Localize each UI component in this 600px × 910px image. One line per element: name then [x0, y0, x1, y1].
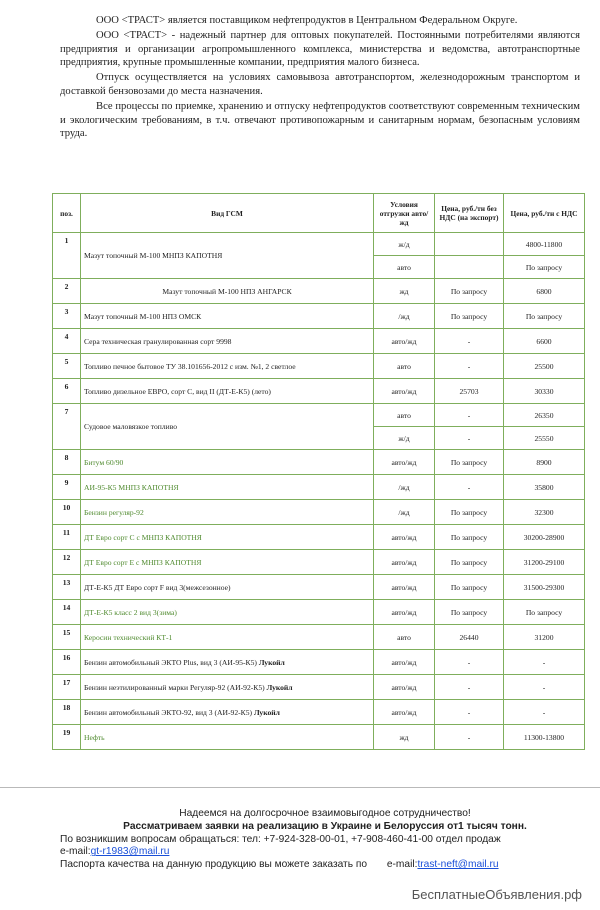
row-cond: жд	[374, 279, 435, 304]
intro-paragraph-1: ООО <ТРАСТ> является поставщиком нефтепродуктов в Центральном Федеральном Округе.	[96, 15, 518, 26]
row-price-vat: По запросу	[504, 304, 585, 329]
footer-quality-line	[60, 859, 590, 872]
row-price: По запросу	[435, 304, 504, 329]
table-row	[53, 500, 585, 525]
table-row	[53, 650, 585, 675]
row-name	[81, 700, 374, 725]
footer	[60, 808, 590, 872]
row-num: 6	[53, 379, 81, 404]
row-name: Судовое маловязкое топливо	[81, 404, 374, 450]
row-price-vat: 35800	[504, 475, 585, 500]
row-name-main: Бензин автомобильный ЭКТО Plus, вид 3 (АИ-95-К5)	[84, 657, 257, 667]
row-price: 25703	[435, 379, 504, 404]
intro-text	[60, 14, 580, 142]
row-num: 16	[53, 650, 81, 675]
table-row	[53, 725, 585, 750]
row-name	[81, 675, 374, 700]
row-name: Бензин регуляр-92	[81, 500, 374, 525]
row-price: По запросу	[435, 600, 504, 625]
row-num: 7	[53, 404, 81, 450]
footer-email-line	[60, 846, 590, 859]
header-price-no-vat: Цена, руб./тн без НДС (на экспорт)	[435, 194, 504, 233]
table-header-row	[53, 194, 585, 233]
row-name: Сера техническая гранулированная сорт 9998	[81, 329, 374, 354]
row-cond: /жд	[374, 475, 435, 500]
table-row	[53, 525, 585, 550]
row-cond: авто/жд	[374, 550, 435, 575]
row-price	[435, 233, 504, 256]
table-row	[53, 279, 585, 304]
email-label: e-mail:	[60, 846, 91, 858]
row-name-brand: Лукойл	[258, 657, 285, 667]
row-price-vat: 32300	[504, 500, 585, 525]
table-row	[53, 550, 585, 575]
header-num: поз.	[53, 194, 81, 233]
row-cond: авто/жд	[374, 329, 435, 354]
row-price-vat: -	[504, 650, 585, 675]
row-price: -	[435, 427, 504, 450]
row-price: -	[435, 354, 504, 379]
row-cond: авто/жд	[374, 525, 435, 550]
row-cond: жд	[374, 725, 435, 750]
row-num: 4	[53, 329, 81, 354]
row-price-vat: 30200-28900	[504, 525, 585, 550]
header-name: Вид ГСМ	[81, 194, 374, 233]
row-num: 5	[53, 354, 81, 379]
row-price	[435, 256, 504, 279]
table-row	[53, 675, 585, 700]
row-price: -	[435, 404, 504, 427]
row-price-vat: 25500	[504, 354, 585, 379]
table-row	[53, 450, 585, 475]
email-link-1[interactable]: gt-r1983@mail.ru	[90, 846, 170, 858]
row-cond: авто	[374, 625, 435, 650]
row-price-vat: 31200	[504, 625, 585, 650]
row-name: Нефть	[81, 725, 374, 750]
header-cond: Условия отгрузки авто/жд	[374, 194, 435, 233]
row-price-vat: 26350	[504, 404, 585, 427]
row-cond: авто/жд	[374, 600, 435, 625]
row-name: Битум 60/90	[81, 450, 374, 475]
row-price: По запросу	[435, 575, 504, 600]
row-price: -	[435, 650, 504, 675]
row-name-brand: Лукойл	[266, 682, 293, 692]
row-price: По запросу	[435, 550, 504, 575]
row-price-vat: 25550	[504, 427, 585, 450]
table-row	[53, 404, 585, 427]
row-price: 26440	[435, 625, 504, 650]
row-cond: авто/жд	[374, 450, 435, 475]
intro-paragraph-4: Все процессы по приемке, хранению и отпуску нефтепродуктов соответствуют современным техническим и экологическим требованиям, в т.ч. отвечают противопожарным и санитарным нормам, безопасным условиям труда.	[60, 100, 580, 140]
row-price: -	[435, 725, 504, 750]
row-price-vat: 6800	[504, 279, 585, 304]
row-cond: авто/жд	[374, 379, 435, 404]
row-price-vat: 31200-29100	[504, 550, 585, 575]
row-name: Топливо дизельное ЕВРО, сорт С, вид II (ДТ-Е-К5) (лето)	[81, 379, 374, 404]
table-row	[53, 354, 585, 379]
row-num: 17	[53, 675, 81, 700]
row-num: 8	[53, 450, 81, 475]
row-name: Керосин технический КТ-1	[81, 625, 374, 650]
row-cond: /жд	[374, 304, 435, 329]
row-price: -	[435, 675, 504, 700]
row-price-vat: -	[504, 675, 585, 700]
row-name: ДТ-Е-К5 ДТ Евро сорт F вид 3(межсезонное)	[81, 575, 374, 600]
row-num: 1	[53, 233, 81, 279]
row-num: 2	[53, 279, 81, 304]
table-row	[53, 233, 585, 256]
row-name-main: Бензин автомобильный ЭКТО-92, вид 3 (АИ-92-К5)	[84, 707, 253, 717]
row-price: По запросу	[435, 450, 504, 475]
table-row	[53, 700, 585, 725]
row-num: 19	[53, 725, 81, 750]
email-link-2[interactable]: trast-neft@mail.ru	[417, 859, 499, 871]
row-name: ДТ Евро сорт С с МНПЗ КАПОТНЯ	[81, 525, 374, 550]
intro-paragraph-3: Отпуск осуществляется на условиях самовывоза автотранспортом, железнодорожным транспортом и доставкой бензовозами до места назначения.	[60, 72, 580, 97]
footer-phones: По возникшим вопросам обращаться: тел: +7-924-328-00-01, +7-908-460-41-00 отдел продаж	[60, 833, 501, 845]
row-price: -	[435, 329, 504, 354]
table-row	[53, 625, 585, 650]
watermark: БесплатныеОбъявления.рф	[411, 887, 582, 902]
row-name: Мазут топочный М-100 НПЗ ОМСК	[81, 304, 374, 329]
row-name-main: Бензин неэтилированный марки Регуляр-92 (АИ-92-К5)	[84, 682, 265, 692]
table-row	[53, 475, 585, 500]
row-num: 12	[53, 550, 81, 575]
row-name: Мазут топочный М-100 МНПЗ КАПОТНЯ	[81, 233, 374, 279]
row-cond: /жд	[374, 500, 435, 525]
row-num: 15	[53, 625, 81, 650]
row-name: Мазут топочный М-100 НПЗ АНГАРСК	[81, 279, 374, 304]
table-row	[53, 329, 585, 354]
row-price-vat: 11300-13800	[504, 725, 585, 750]
row-price-vat: По запросу	[504, 256, 585, 279]
row-num: 9	[53, 475, 81, 500]
row-price: -	[435, 700, 504, 725]
table-row	[53, 575, 585, 600]
row-cond: авто/жд	[374, 675, 435, 700]
footer-export-note: Рассматриваем заявки на реализацию в Украине и Белоруссия от1 тысяч тонн.	[123, 820, 527, 832]
row-cond: ж/д	[374, 427, 435, 450]
row-num: 10	[53, 500, 81, 525]
row-cond: авто	[374, 354, 435, 379]
row-num: 3	[53, 304, 81, 329]
row-num: 18	[53, 700, 81, 725]
quality-text: Паспорта качества на данную продукцию вы можете заказать по	[60, 859, 368, 871]
footer-divider	[0, 787, 600, 788]
row-cond: авто	[374, 404, 435, 427]
footer-greeting: Надеемся на долгосрочное взаимовыгодное сотрудничество!	[179, 808, 471, 819]
row-cond: авто	[374, 256, 435, 279]
row-price-vat: 4800-11800	[504, 233, 585, 256]
price-table	[52, 193, 585, 750]
row-price-vat: 30330	[504, 379, 585, 404]
row-price-vat: -	[504, 700, 585, 725]
email-label-2: e-mail:	[386, 859, 418, 871]
row-name	[81, 650, 374, 675]
row-name: ДТ-Е-К5 класс 2 вид 3(зима)	[81, 600, 374, 625]
row-price: По запросу	[435, 500, 504, 525]
row-num: 13	[53, 575, 81, 600]
row-cond: авто/жд	[374, 575, 435, 600]
table-row	[53, 600, 585, 625]
row-name-brand: Лукойл	[253, 707, 280, 717]
table-row	[53, 379, 585, 404]
table-row	[53, 304, 585, 329]
row-price: -	[435, 475, 504, 500]
row-cond: авто/жд	[374, 650, 435, 675]
row-price-vat: 8900	[504, 450, 585, 475]
row-name: АИ-95-К5 МНПЗ КАПОТНЯ	[81, 475, 374, 500]
row-price: По запросу	[435, 279, 504, 304]
row-name: Топливо печное бытовое ТУ 38.101656-2012 с изм. №1, 2 светлое	[81, 354, 374, 379]
row-price-vat: 6600	[504, 329, 585, 354]
row-price-vat: По запросу	[504, 600, 585, 625]
row-cond: авто/жд	[374, 700, 435, 725]
row-cond: ж/д	[374, 233, 435, 256]
header-price-vat: Цена, руб./тн с НДС	[504, 194, 585, 233]
row-num: 11	[53, 525, 81, 550]
row-price: По запросу	[435, 525, 504, 550]
intro-paragraph-2: ООО <ТРАСТ> - надежный партнер для оптовых покупателей. Постоянными потребителями являются предприятия и организации агропромышленного комплекса, министерства и ведомства, автотранспортные предприятия, крупные промышленные компании, предприятия малого бизнеса.	[60, 29, 580, 69]
row-price-vat: 31500-29300	[504, 575, 585, 600]
row-num: 14	[53, 600, 81, 625]
row-name: ДТ Евро сорт Е с МНПЗ КАПОТНЯ	[81, 550, 374, 575]
